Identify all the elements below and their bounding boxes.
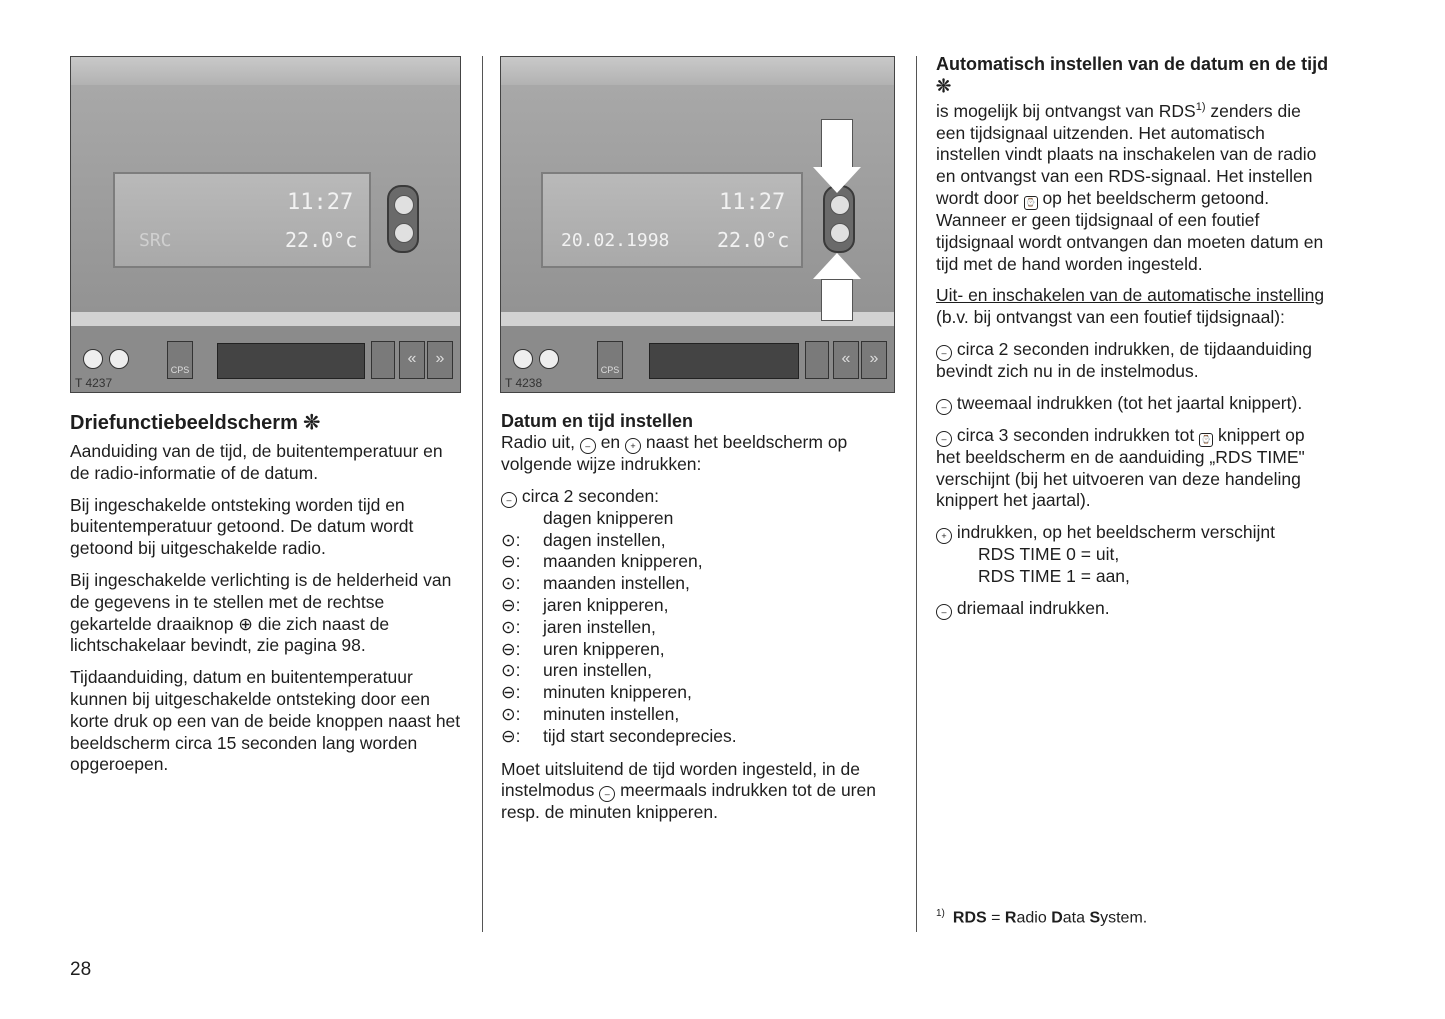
list-item: ⊙: jaren instellen, [501, 616, 656, 637]
paragraph: Bij ingeschakelde verlichting is de helderheid van de gegevens in te stellen met de rechtse gekartelde draaiknop ⊕ die zich naast de lichtschakelaar bevindt, zie pagina 98. [70, 569, 452, 656]
list-item: ⊙: uren instellen, [501, 660, 652, 681]
outro-text-a: Moet uitsluitend de tijd worden ingesteld, in de instelmodus [501, 758, 860, 801]
column-divider-2 [916, 56, 917, 932]
paragraph: Aanduiding van de tijd, de buitentemperatuur en de radio-informatie of de datum. [70, 441, 443, 483]
arrow-up-head-icon [813, 253, 861, 279]
column-3 [936, 53, 1332, 630]
list-item: ⊙: dagen instellen, [501, 529, 666, 550]
seek-forward-button[interactable]: » [861, 341, 887, 379]
figure-code: T 4237 [75, 376, 113, 390]
step: – circa 3 seconden indrukken tot ⌚ knippert op het beeldscherm en de aanduiding „RDS TIME" verschijnt (bij het uitvoeren van deze handeling knippert het jaartal). [936, 425, 1332, 512]
seek-back-button[interactable]: « [399, 341, 425, 379]
intro-text-b: en [600, 432, 621, 452]
footnote-ref: 1) [1195, 101, 1206, 113]
display-buttons[interactable] [387, 185, 419, 253]
rds-line: RDS TIME 1 = aan, [978, 565, 1130, 586]
first-step-sub: dagen knipperen [543, 507, 674, 528]
figure-display-t4238 [500, 56, 895, 393]
intro-text-c: naast het beeldscherm op volgende wijze indrukken: [501, 432, 848, 474]
list-item: ⊖: uren knipperen, [501, 638, 665, 659]
step: – circa 2 seconden indrukken, de tijdaanduiding bevindt zich nu in de instelmodus. [936, 339, 1332, 383]
first-step [501, 486, 899, 508]
minus-button-icon [936, 345, 952, 361]
clock-icon: ⌚ [1199, 433, 1213, 447]
plus-button-icon [936, 528, 952, 544]
lcd-source: SRC [139, 230, 172, 251]
list-item: ⊖: maanden knipperen, [501, 551, 703, 572]
paragraph: Bij ingeschakelde ontsteking worden tijd en buitentemperatuur getoond. De datum wordt getoond bij uitgeschakelde radio. [70, 494, 414, 559]
lcd-date: 20.02.1998 [561, 230, 670, 251]
seek-back-button[interactable]: « [833, 341, 859, 379]
seek-forward-button[interactable]: » [427, 341, 453, 379]
cps-button[interactable]: CPS [597, 341, 623, 379]
footnote-term: RDS [952, 909, 987, 927]
dial-icon [109, 349, 129, 369]
cps-button[interactable]: CPS [167, 341, 193, 379]
paragraph: Tijdaanduiding, datum en buitentemperatuur kunnen bij uitgeschakelde ontsteking door een korte druk op een van de beide knoppen naast het beeldscherm circa 15 seconden lang worden opgeroepen. [70, 667, 461, 775]
clock-icon: ⌚ [1024, 196, 1038, 210]
underlined-text: Uit- en inschakelen van de automatische instelling [936, 285, 1325, 306]
minus-button-icon [501, 492, 517, 508]
step: – tweemaal indrukken (tot het jaartal knippert). [936, 393, 1332, 415]
minus-button-icon [936, 399, 952, 415]
lcd-screen [541, 172, 803, 268]
section-heading: Driefunctiebeeldscherm ❊ [70, 412, 321, 434]
display-buttons[interactable] [823, 185, 855, 253]
intro-paragraph [501, 432, 899, 476]
plus-button-icon [625, 438, 641, 454]
intro-text-a: Radio uit, [501, 432, 575, 452]
list-item: ⊙: maanden instellen, [501, 573, 690, 594]
arrow-down-icon [821, 119, 853, 169]
cassette-slot [217, 343, 365, 379]
arrow-up-icon [821, 279, 853, 321]
page-number: 28 [70, 959, 92, 980]
list-item: ⊖: minuten knipperen, [501, 682, 692, 703]
list-item: ⊖: jaren knipperen, [501, 594, 669, 615]
column-2 [501, 410, 899, 834]
list-item: ⊖: tijd start secondeprecies. [501, 725, 737, 746]
dial-icon [513, 349, 533, 369]
footnote-marker: 1) [936, 908, 945, 919]
minus-button-icon [936, 431, 952, 447]
arrow-down-head-icon [813, 167, 861, 193]
step: – driemaal indrukken. [936, 598, 1332, 620]
radio-button[interactable] [371, 341, 395, 379]
minus-button-icon [599, 786, 615, 802]
dial-icon [539, 349, 559, 369]
dial-icon [83, 349, 103, 369]
column-divider-1 [482, 56, 483, 932]
figure-code: T 4238 [505, 376, 543, 390]
figure-display-t4237 [70, 56, 461, 393]
lcd-time: 11:27 [719, 190, 786, 215]
outro-text-b: meermaals indrukken tot de uren resp. de minuten knipperen. [501, 780, 876, 823]
step: + indrukken, op het beeldscherm verschijnt [936, 522, 1332, 544]
minus-button-icon [580, 438, 596, 454]
section-heading: Datum en tijd instellen [501, 411, 694, 431]
list-item: ⊙: minuten instellen, [501, 703, 680, 724]
rds-line: RDS TIME 0 = uit, [978, 544, 1120, 565]
footnote: $^{1)}$ RDS = Radio Data System. [936, 908, 1148, 927]
paragraph: Uit- en inschakelen van de automatische instelling (b.v. bij ontvangst van een foutief tijdsignaal): [936, 285, 1325, 328]
outro-paragraph [501, 759, 899, 825]
step-list [501, 530, 899, 748]
cassette-slot [649, 343, 799, 379]
paragraph: is mogelijk bij ontvangst van RDS$^{1)}$ zenders die een tijdsignaal uitzenden. Het automatisch instellen vindt plaats na inschakelen van de radio en ontvangst van een RDS-signaal. Het instellen wordt door ⌚ op het beeldscherm getoond. Wanneer er geen tijdsignaal of een foutief tijdsignaal wordt ontvangen dan moeten datum en tijd met de hand worden ingesteld. [936, 100, 1324, 274]
step-text: circa 2 seconden: [521, 485, 660, 506]
lcd-temp: 22.0°c [285, 228, 358, 252]
column-1 [70, 409, 462, 786]
minus-button-icon [936, 604, 952, 620]
radio-button[interactable] [805, 341, 829, 379]
section-heading: Automatisch instellen van de datum en de tijd ❊ [936, 54, 1329, 96]
lcd-temp: 22.0°c [717, 228, 790, 252]
lcd-screen [113, 172, 371, 268]
lcd-time: 11:27 [287, 190, 354, 215]
